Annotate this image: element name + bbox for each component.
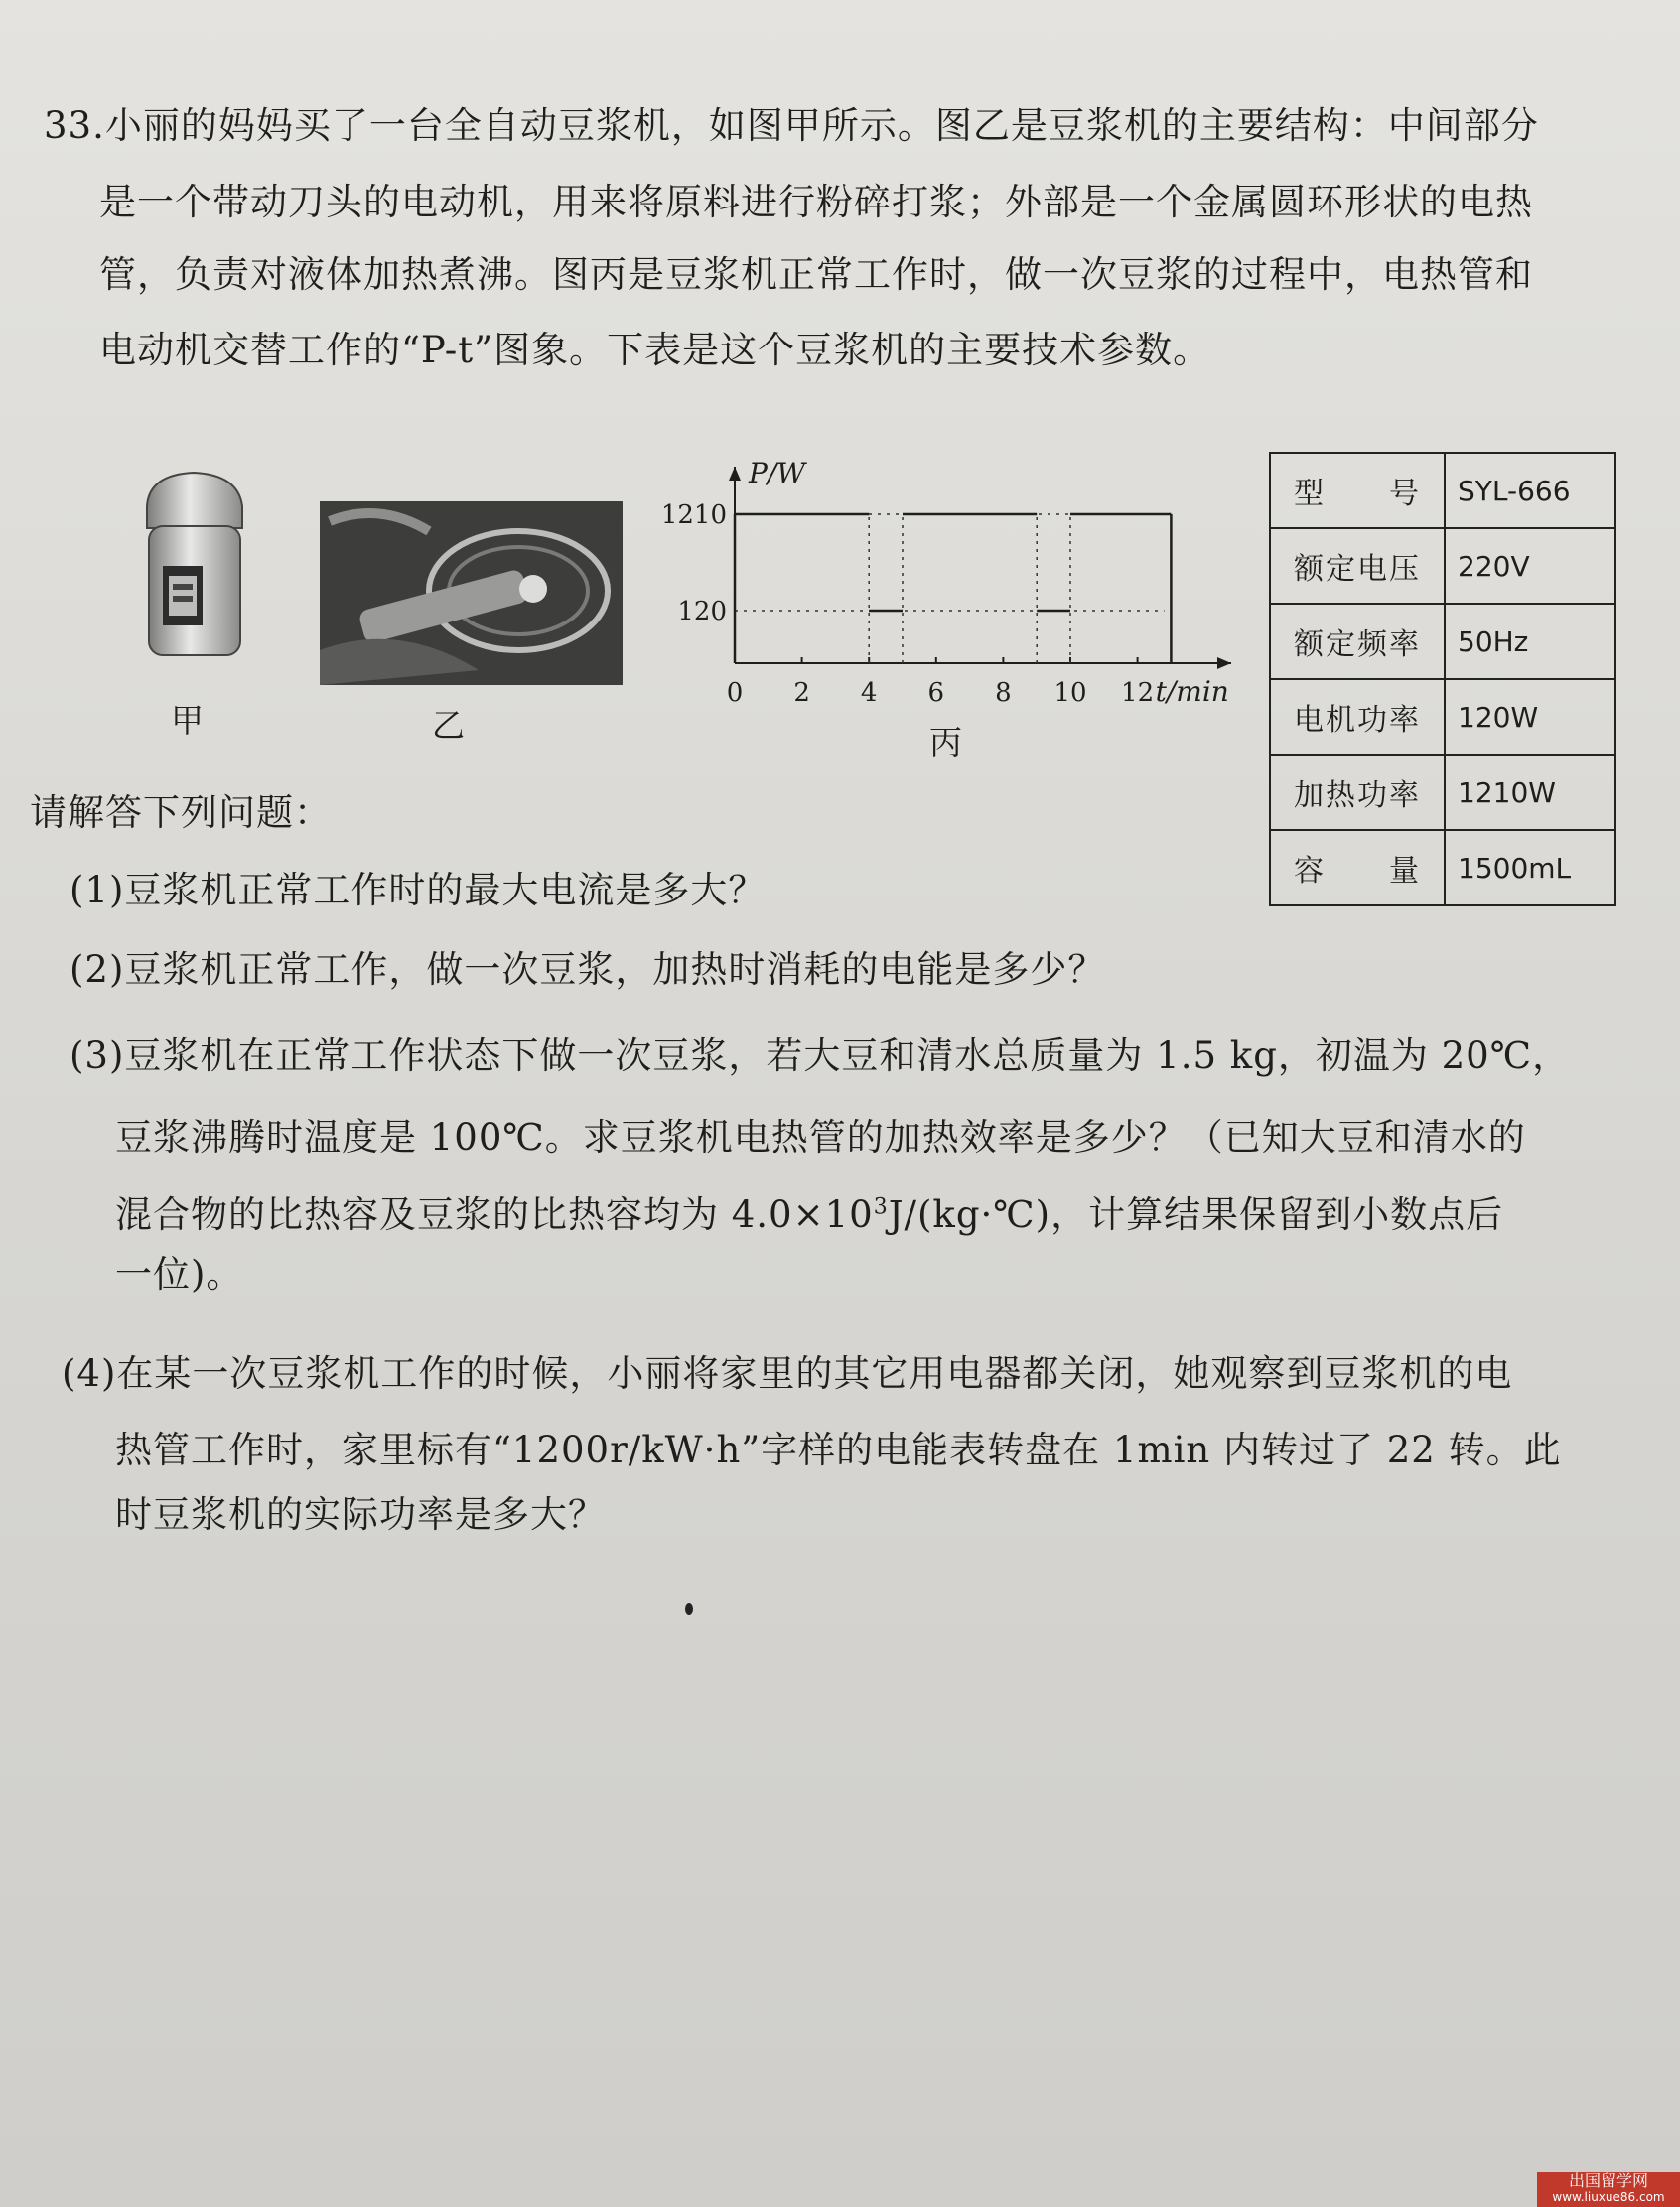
- spec-row: [1270, 528, 1615, 604]
- formula-part-1: 混合物的比热容及豆浆的比热容均为 4.0×10: [115, 1193, 874, 1236]
- sub-question-3-line-3: [115, 1193, 1504, 1236]
- ink-dot: [685, 1603, 693, 1615]
- sub-question-4-line-1: (4)在某一次豆浆机工作的时候，小丽将家里的其它用电器都关闭，她观察到豆浆机的电: [62, 1352, 1513, 1395]
- spec-label: 容 量: [1270, 830, 1445, 905]
- x-tick-label: 0: [726, 678, 744, 708]
- spec-label: 型 号: [1270, 453, 1445, 528]
- exponent: 3: [873, 1194, 889, 1220]
- spec-value: SYL-666: [1445, 453, 1615, 528]
- spec-row: [1270, 604, 1615, 679]
- watermark-title: 出国留学网: [1568, 2171, 1648, 2190]
- formula-part-2: J/(kg·℃)，计算结果保留到小数点后: [888, 1193, 1504, 1236]
- question-line-1: 33.小丽的妈妈买了一台全自动豆浆机，如图甲所示。图乙是豆浆机的主要结构：中间部分: [44, 104, 1539, 147]
- sub-question-4-line-2: 热管工作时，家里标有“1200r/kW·h”字样的电能表转盘在 1min 内转过了 22 转。此: [115, 1429, 1562, 1471]
- spec-value: 50Hz: [1445, 604, 1615, 679]
- figure-label-bing: 丙: [929, 723, 962, 761]
- internal-structure-photo: [320, 501, 623, 685]
- sub-question-1: (1)豆浆机正常工作时的最大电流是多大？: [70, 869, 767, 911]
- power-time-chart: [660, 447, 1261, 725]
- x-tick-label: 10: [1053, 678, 1087, 708]
- x-tick-label: 6: [927, 678, 945, 708]
- spec-label: 额定电压: [1270, 528, 1445, 604]
- spec-table: [1269, 452, 1616, 906]
- question-line-2: 是一个带动刀头的电动机，用来将原料进行粉碎打浆；外部是一个金属圆环形状的电热: [99, 181, 1533, 223]
- spec-label: 额定频率: [1270, 604, 1445, 679]
- spec-row: [1270, 453, 1615, 528]
- sub-question-3-line-1: (3)豆浆机在正常工作状态下做一次豆浆，若大豆和清水总质量为 1.5 kg，初温为 20℃，: [70, 1035, 1571, 1077]
- spec-label: 电机功率: [1270, 679, 1445, 755]
- spec-value: 220V: [1445, 528, 1615, 604]
- sub-question-3-line-4: 一位)。: [115, 1253, 244, 1296]
- figure-label-yi: 乙: [432, 706, 465, 745]
- x-tick-label: 12: [1121, 678, 1155, 708]
- x-tick-label: 2: [793, 678, 810, 708]
- answer-prompt: 请解答下列问题：: [30, 791, 332, 834]
- spec-row: [1270, 679, 1615, 755]
- x-tick-label: 8: [995, 678, 1012, 708]
- spec-value: 120W: [1445, 679, 1615, 755]
- sub-question-4-line-3: 时豆浆机的实际功率是多大？: [115, 1493, 606, 1536]
- y-tick-label: 120: [677, 597, 727, 626]
- y-axis-label: P/W: [749, 457, 806, 489]
- x-axis-label: t/min: [1155, 675, 1229, 708]
- spec-value: 1500mL: [1445, 830, 1615, 905]
- sub-question-2: (2)豆浆机正常工作，做一次豆浆，加热时消耗的电能是多少？: [70, 948, 1106, 991]
- y-tick-label: 1210: [660, 500, 727, 530]
- spec-row: [1270, 755, 1615, 830]
- x-axis-arrow: [1217, 657, 1231, 669]
- spec-value: 1210W: [1445, 755, 1615, 830]
- spec-label: 加热功率: [1270, 755, 1445, 830]
- figure-label-jia: 甲: [171, 701, 204, 740]
- question-line-3: 管，负责对液体加热煮沸。图丙是豆浆机正常工作时，做一次豆浆的过程中，电热管和: [99, 253, 1533, 296]
- y-axis-arrow: [729, 467, 741, 481]
- watermark-logo: [1537, 2172, 1680, 2207]
- watermark-url: www.liuxue86.com: [1552, 2190, 1665, 2204]
- soymilk-maker-photo: [139, 467, 248, 670]
- spec-row: [1270, 830, 1615, 905]
- sub-question-3-line-2: 豆浆沸腾时温度是 100℃。求豆浆机电热管的加热效率是多少？（已知大豆和清水的: [115, 1116, 1526, 1159]
- question-line-4: 电动机交替工作的“P-t”图象。下表是这个豆浆机的主要技术参数。: [99, 329, 1211, 371]
- x-tick-label: 4: [860, 678, 878, 708]
